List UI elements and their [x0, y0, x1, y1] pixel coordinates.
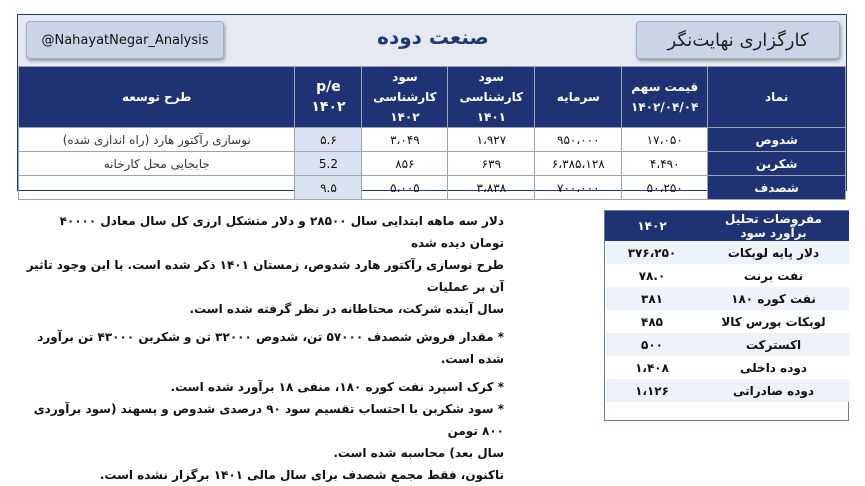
- note-line: * سود شکربن با احتساب تقسیم سود ۹۰ درصدی شدوص و پسهند (سود برآوردی ۸۰۰ تومن: [33, 402, 504, 438]
- note-line: * مقدار فروش شصدف ۵۷۰۰۰ تن، شدوص ۳۲۰۰۰ تن و شکربن ۴۳۰۰۰ تن برآورد شده است.: [37, 330, 504, 366]
- assumption-value: ۳۸۱: [606, 287, 699, 310]
- cell-pe: ۹.۵: [295, 176, 362, 200]
- assumption-value: ۱،۴۰۸: [606, 356, 699, 379]
- assumptions-table: [605, 211, 849, 402]
- table-row: [19, 152, 846, 176]
- list-item: [606, 287, 849, 310]
- assumptions-title: مفروضات تحلیل برآورد سود: [699, 212, 849, 241]
- assumption-value: ۷۸.۰: [606, 264, 699, 287]
- cell-plan: [19, 176, 295, 200]
- cell-profit-1401: ۳،۸۳۸: [448, 176, 535, 200]
- cell-price: ۵۰،۲۵۰: [622, 176, 708, 200]
- cell-capital: ۹۵۰،۰۰۰: [535, 128, 622, 152]
- page-title: صنعت دوده: [377, 25, 489, 49]
- list-item: [606, 356, 849, 379]
- cell-profit-1401: ۱،۹۲۷: [448, 128, 535, 152]
- note-line: طرح نوسازی رآکتور هارد شدوص، زمستان ۱۴۰۱ ذکر شده است. با این وجود تاثیر آن بر عملیات: [26, 258, 504, 294]
- cell-price: ۴،۴۹۰: [622, 152, 708, 176]
- list-item: [606, 379, 849, 402]
- note-line: سال بعد) محاسبه شده است.: [333, 446, 504, 460]
- assumption-label: نفت کوره ۱۸۰: [699, 287, 849, 310]
- assumption-value: ۵۰۰: [606, 333, 699, 356]
- cell-profit-1401: ۶۳۹: [448, 152, 535, 176]
- cell-symbol: شدوص: [708, 128, 846, 152]
- cell-plan: جابجایی محل کارخانه: [19, 152, 295, 176]
- note-line: تاکنون، فقط مجمع شصدف برای سال مالی ۱۴۰۱ برگزار نشده است.: [99, 468, 504, 482]
- cell-profit-1402: ۵،۰۰۵: [362, 176, 448, 200]
- assumption-value: ۱،۱۲۶: [606, 379, 699, 402]
- cell-pe: 5.2: [295, 152, 362, 176]
- assumption-label: نفت برنت: [699, 264, 849, 287]
- notes-block: [24, 210, 504, 486]
- col-header-plan: طرح توسعه: [19, 67, 295, 128]
- cell-capital: ۷۰۰،۰۰۰: [535, 176, 622, 200]
- col-header-pe: p/e ۱۴۰۲: [295, 67, 362, 128]
- cell-price: ۱۷،۰۵۰: [622, 128, 708, 152]
- handle-badge: @NahayatNegar_Analysis: [26, 21, 224, 59]
- assumptions-header-row: [606, 212, 849, 241]
- col-header-price: قیمت سهم ۱۴۰۲/۰۴/۰۴: [622, 67, 708, 128]
- main-panel: [17, 14, 847, 195]
- assumption-label: دوده داخلی: [699, 356, 849, 379]
- assumptions-year: ۱۴۰۲: [606, 212, 699, 241]
- note-line: * کرک اسپرد نفت کوره ۱۸۰، منفی ۱۸ برآورد شده است.: [170, 380, 504, 394]
- assumption-label: لوبکات بورس کالا: [699, 310, 849, 333]
- cell-symbol: شصدف: [708, 176, 846, 200]
- note-line: سال آینده شرکت، محتاطانه در نظر گرفته شده است.: [189, 302, 504, 316]
- cell-symbol: شکربن: [708, 152, 846, 176]
- list-item: [606, 333, 849, 356]
- cell-profit-1402: ۳،۰۴۹: [362, 128, 448, 152]
- col-header-profit-1402: سود کارشناسی ۱۴۰۲: [362, 67, 448, 128]
- list-item: [606, 264, 849, 287]
- table-row: [19, 176, 846, 200]
- stock-table: [18, 66, 846, 200]
- assumption-label: دلار پایه لوبکات: [699, 241, 849, 265]
- col-header-capital: سرمایه: [535, 67, 622, 128]
- assumption-label: اکسترکت: [699, 333, 849, 356]
- list-item: [606, 241, 849, 265]
- assumption-label: دوده صادراتی: [699, 379, 849, 402]
- col-header-symbol: نماد: [708, 67, 846, 128]
- assumption-value: ۴۸۵: [606, 310, 699, 333]
- table-header-row: [19, 67, 846, 128]
- header-bar: [18, 15, 846, 67]
- list-item: [606, 310, 849, 333]
- note-line: دلار سه ماهه ابتدایی سال ۲۸۵۰۰ و دلار متشکل ارزی کل سال معادل ۴۰۰۰۰ تومان دیده شده: [59, 214, 504, 250]
- broker-badge: کارگزاری نهایت‌نگر: [636, 21, 840, 59]
- cell-plan: نوسازی رآکتور هارد (راه اندازی شده): [19, 128, 295, 152]
- cell-profit-1402: ۸۵۶: [362, 152, 448, 176]
- cell-pe: ۵.۶: [295, 128, 362, 152]
- assumption-value: ۳۷۶،۲۵۰: [606, 241, 699, 265]
- cell-capital: ۶،۳۸۵،۱۲۸: [535, 152, 622, 176]
- col-header-profit-1401: سود کارشناسی ۱۴۰۱: [448, 67, 535, 128]
- table-row: [19, 128, 846, 152]
